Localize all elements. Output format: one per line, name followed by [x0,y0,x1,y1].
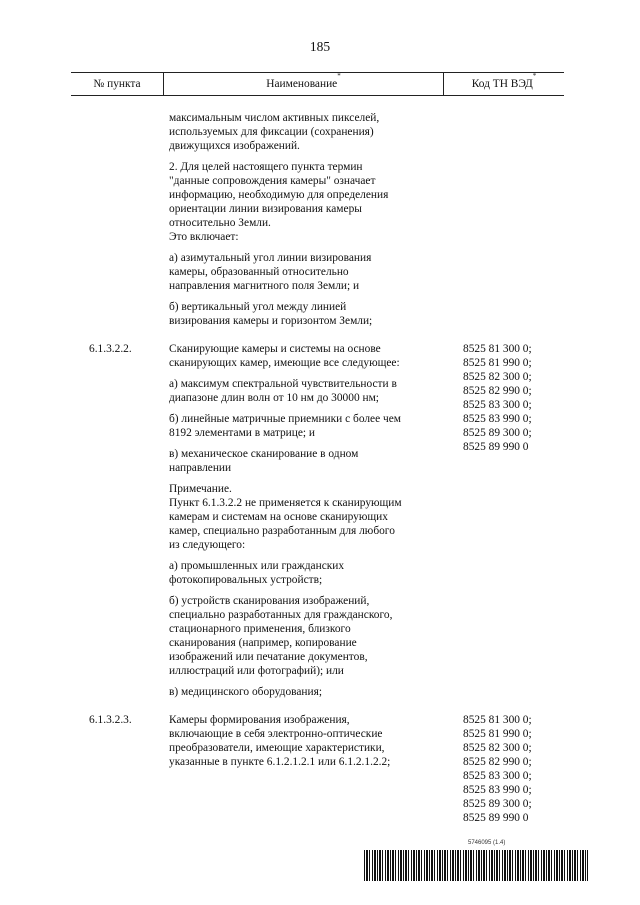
text-line: визирования камеры и горизонтом Земли; [169,315,373,327]
text-line: Примечание. [169,483,232,495]
paragraph [169,559,451,587]
text-line: 8192 элементами в матрице; и [169,427,316,439]
text-line: а) максимум спектральной чувствительности в [169,378,397,390]
code-line: 8525 83 990 0; [463,784,532,796]
code-footnote-mark: * [532,72,537,81]
text-line: используемых для фиксации (сохранения) [169,126,374,138]
text-line: из следующего: [169,539,246,551]
text-line: изображений или печатание документов, [169,651,368,663]
text-line: указанные в пункте 6.1.2.1.2.1 или 6.1.2.1.2.2; [169,756,391,768]
code-line: 8525 89 990 0 [463,441,529,453]
item-number-6-1-3-2-3: 6.1.3.2.3. [89,714,132,726]
text-line: Сканирующие камеры и системы на основе [169,343,381,355]
code-line: 8525 83 300 0; [463,770,532,782]
text-line: сканирования (например, копирование [169,637,357,649]
code-line: 8525 89 300 0; [463,427,532,439]
paragraph [169,685,451,699]
header-name: Наименование* [163,73,444,95]
code-line: 8525 83 990 0; [463,413,532,425]
text-line: "данные сопровождения камеры" означает [169,175,376,187]
name-footnote-mark: * [337,72,341,81]
code-line: 8525 83 300 0; [463,399,532,411]
text-line: а) промышленных или гражданских [169,560,345,572]
text-line: включающие в себя электронно-оптические [169,728,383,740]
barcode [364,850,588,881]
code-line: 8525 81 990 0; [463,357,532,369]
text-line: камеры, образованный относительно [169,266,349,278]
text-line: ориентации линии визирования камеры [169,203,362,215]
text-line: преобразователи, имеющие характеристики, [169,742,385,754]
code-line: 8525 81 990 0; [463,728,532,740]
text-line: б) линейные матричные приемники с более чем [169,413,401,425]
text-line: иллюстраций или фотографий); или [169,665,344,677]
text-line: стационарного применения, близкого [169,623,351,635]
text-line: Пункт 6.1.3.2.2 не применяется к сканирующим [169,497,402,509]
header-item-number: № пункта [93,78,141,90]
paragraph [169,111,451,153]
text-line: в) медицинского оборудования; [169,686,323,698]
text-line: информацию, необходимую для определения [169,189,389,201]
continued-text-block [169,111,451,335]
text-line: фотокопировальных устройств; [169,574,323,586]
item-codes-6-1-3-2-2 [463,342,553,454]
item-codes-6-1-3-2-3 [463,713,553,825]
text-line: специально разработанных для гражданского, [169,609,393,621]
text-line: Это включает: [169,231,239,243]
paragraph [169,482,451,552]
paragraph [169,300,451,328]
text-line: максимальным числом активных пикселей, [169,112,380,124]
table-header [71,72,564,96]
text-line: относительно Земли. [169,217,271,229]
page-number: 185 [309,39,331,54]
text-line: диапазоне длин волн от 10 нм до 30000 нм; [169,392,379,404]
text-line: б) устройств сканирования изображений, [169,595,370,607]
code-line: 8525 82 300 0; [463,742,532,754]
text-line: направления магнитного поля Земли; и [169,280,360,292]
header-code: Код ТН ВЭД* [471,72,537,90]
code-line: 8525 82 990 0; [463,385,532,397]
paragraph [169,713,451,769]
text-line: 2. Для целей настоящего пункта термин [169,161,363,173]
text-line: камер, специально разработанным для любого [169,525,395,537]
code-line: 8525 89 990 0 [463,812,529,824]
code-line: 8525 82 300 0; [463,371,532,383]
paragraph [169,342,451,370]
paragraph [169,377,451,405]
paragraph [169,447,451,475]
code-line: 8525 81 300 0; [463,343,532,355]
item-description-6-1-3-2-3 [169,713,451,776]
paragraph [169,594,451,678]
paragraph [169,160,451,244]
text-line: движущихся изображений. [169,140,300,152]
item-description-6-1-3-2-2 [169,342,451,706]
item-number-6-1-3-2-2: 6.1.3.2.2. [89,343,132,355]
text-line: Камеры формирования изображения, [169,714,350,726]
text-line: направлении [169,462,232,474]
text-line: сканирующих камер, имеющие все следующее: [169,357,400,369]
text-line: камерам и системам на основе сканирующих [169,511,388,523]
code-line: 8525 81 300 0; [463,714,532,726]
paragraph [169,412,451,440]
text-line: а) азимутальный угол линии визирования [169,252,372,264]
code-line: 8525 82 990 0; [463,756,532,768]
text-line: в) механическое сканирование в одном [169,448,359,460]
stamp-text: 5746095 (1.4) [468,840,506,846]
text-line: б) вертикальный угол между линией [169,301,347,313]
code-line: 8525 89 300 0; [463,798,532,810]
paragraph [169,251,451,293]
